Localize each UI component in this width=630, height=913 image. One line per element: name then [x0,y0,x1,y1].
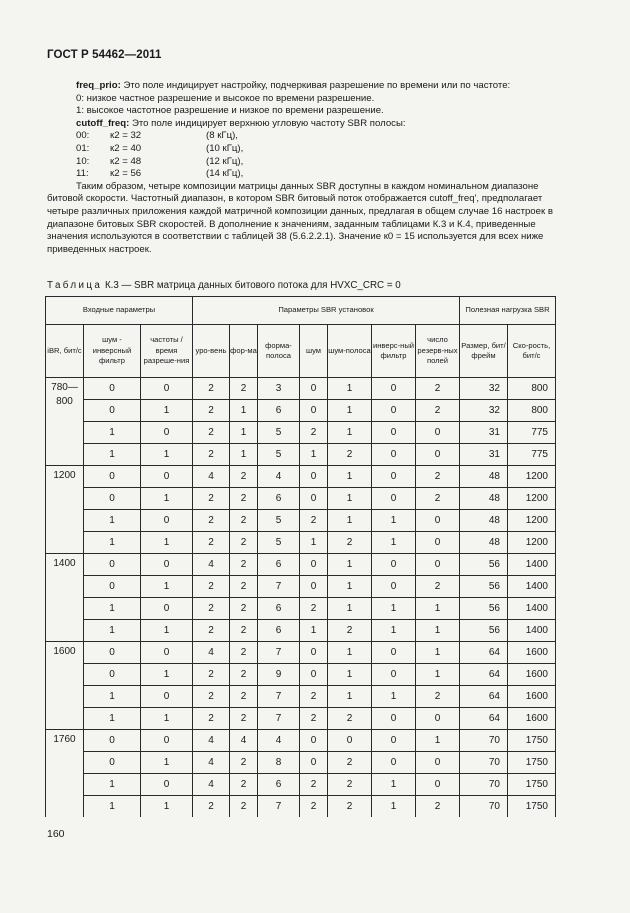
table-cell: 0 [84,664,141,686]
table-cell: 1 [141,488,193,510]
table-cell: 0 [141,642,193,664]
table-cell: 1 [84,774,141,796]
table-cell: 2 [328,774,372,796]
table-cell: 1 [372,532,416,554]
table-cell: 0 [141,510,193,532]
table-cell: 1 [328,400,372,422]
table-row [46,378,556,400]
table-cell: 2 [230,466,258,488]
table-cell: 0 [416,554,460,576]
table-cell: 2 [416,796,460,818]
table-cell: 2 [416,488,460,510]
cutoff-row [47,130,587,143]
table-row [46,444,556,466]
table-caption-prefix: Таблица [47,280,103,291]
table-cell: 1 [416,598,460,620]
cutoff-row [47,143,587,156]
table-cell: 0 [300,752,328,774]
table-cell: 0 [300,378,328,400]
table-cell: 0 [84,466,141,488]
table-cell: 2 [416,576,460,598]
table-cell: 70 [460,730,508,752]
group-header-payload: Полезная нагрузка SBR [460,297,556,325]
table-cell: 0 [372,752,416,774]
table-cell: 0 [84,642,141,664]
table-cell: 1 [141,532,193,554]
table-cell: 1 [416,642,460,664]
table-row [46,510,556,532]
table-cell: 0 [84,730,141,752]
table-cell: 1 [300,620,328,642]
table-cell: 1600 [508,642,556,664]
table-cell: 2 [230,642,258,664]
table-cell: 0 [141,686,193,708]
table-cell: 4 [258,730,300,752]
table-cell: 1 [416,664,460,686]
cutoff-k: к2 = 48 [110,155,142,167]
table-cell: 2 [300,686,328,708]
table-cell: 2 [416,400,460,422]
table-cell: 1 [84,796,141,818]
table-cell: 0 [84,576,141,598]
table-cell: 1 [84,510,141,532]
table-cell: 0 [372,466,416,488]
document-header: ГОСТ Р 54462—2011 [47,49,162,61]
table-cell: 0 [372,576,416,598]
col-header-noise-band: шум-полоса [328,325,372,378]
table-cell: 70 [460,752,508,774]
table-cell: 2 [328,752,372,774]
table-cell: 2 [328,620,372,642]
col-header-rate: Ско-рость, бит/с [508,325,556,378]
table-cell: 6 [258,554,300,576]
table-cell: 2 [416,378,460,400]
table-cell: 0 [416,510,460,532]
table-cell: 7 [258,576,300,598]
col-header-noise: шум [300,325,328,378]
table-cell: 1 [328,686,372,708]
table-row [46,752,556,774]
table-row [46,532,556,554]
table-cell: 0 [300,400,328,422]
table-cell: 1 [372,774,416,796]
paragraph-line: значения используются в соответствии с таблицей 38 (5.6.2.2.1). Значение к0 = 15 используется для всех ниже [47,231,544,243]
body-text [47,80,587,256]
table-cell: 1 [328,422,372,444]
table-cell: 9 [258,664,300,686]
col-header-shape-band: форма-полоса [258,325,300,378]
table-cell: 7 [258,796,300,818]
table-cell: 0 [300,554,328,576]
table-cell: 2 [230,532,258,554]
table-cell: 1 [141,576,193,598]
cutoff-code: 10: [76,155,90,167]
ibr-cell: 1600 [46,642,84,730]
freq-prio-option-0: 0: низкое частное разрешение и высокое по времени разрешение. [76,92,375,104]
table-cell: 64 [460,686,508,708]
table-cell: 32 [460,378,508,400]
table-row [46,576,556,598]
sbr-data-table [45,296,556,817]
table-cell: 1 [328,598,372,620]
table-cell: 1 [300,532,328,554]
table-cell: 1 [84,686,141,708]
freq-prio-label: freq_prio: [76,80,121,91]
table-cell: 6 [258,774,300,796]
ibr-cell: 780—800 [46,378,84,466]
table-row [46,664,556,686]
table-cell: 4 [230,730,258,752]
table-cell: 5 [258,444,300,466]
table-cell: 0 [416,444,460,466]
table-cell: 1 [141,620,193,642]
table-caption [47,280,401,291]
cutoff-freq-label: cutoff_freq: [76,117,130,129]
table-cell: 2 [193,686,230,708]
table-cell: 2 [230,510,258,532]
table-cell: 1 [372,598,416,620]
table-cell: 2 [416,466,460,488]
table-row [46,422,556,444]
table-cell: 1600 [508,686,556,708]
cutoff-freq-value: (10 кГц), [206,142,244,154]
paragraph-line: приведенных настроек. [47,243,152,255]
table-cell: 1 [328,664,372,686]
table-cell: 2 [230,488,258,510]
table-cell: 1200 [508,510,556,532]
table-cell: 2 [193,576,230,598]
group-header-input: Входные параметры [46,297,193,325]
ibr-cell: 1200 [46,466,84,554]
table-cell: 1 [84,422,141,444]
table-cell: 2 [300,774,328,796]
table-cell: 2 [230,708,258,730]
paragraph-line: Таким образом, четыре композиции матрицы данных SBR доступны в каждом номинальном диапазоне [76,180,539,192]
table-cell: 2 [193,510,230,532]
table-row [46,620,556,642]
table-cell: 4 [193,752,230,774]
table-cell: 2 [230,774,258,796]
table-cell: 2 [230,598,258,620]
table-cell: 1 [230,444,258,466]
table-cell: 1400 [508,620,556,642]
table-cell: 5 [258,422,300,444]
table-cell: 1 [141,708,193,730]
table-cell: 0 [141,422,193,444]
table-cell: 1 [328,576,372,598]
cutoff-code: 00: [76,130,90,142]
table-row [46,796,556,818]
table-cell: 0 [84,378,141,400]
table-cell: 0 [300,664,328,686]
table-cell: 1600 [508,708,556,730]
col-header-size: Размер, бит/фрейм [460,325,508,378]
table-cell: 1 [300,444,328,466]
table-cell: 2 [193,532,230,554]
table-cell: 2 [230,554,258,576]
paragraph-line: диапазоне битовых SBR скоростей. В дополнение к значениям, заданным таблицами К.3 и К.4, приведенные [47,218,536,230]
table-cell: 5 [258,510,300,532]
table-cell: 775 [508,422,556,444]
table-cell: 1750 [508,752,556,774]
table-cell: 1400 [508,576,556,598]
table-cell: 0 [372,488,416,510]
col-header-shape: фор-ма [230,325,258,378]
table-cell: 1 [416,620,460,642]
table-cell: 2 [193,796,230,818]
table-cell: 2 [328,708,372,730]
col-header-level: уро-вень [193,325,230,378]
table-cell: 2 [193,422,230,444]
table-cell: 1 [84,708,141,730]
page-number: 160 [47,828,65,840]
table-cell: 0 [416,422,460,444]
ibr-cell: 1760 [46,730,84,818]
table-cell: 4 [258,466,300,488]
table-cell: 2 [300,510,328,532]
table-cell: 0 [372,422,416,444]
table-cell: 1750 [508,774,556,796]
table-cell: 6 [258,598,300,620]
cutoff-freq-value: (8 кГц), [206,130,238,142]
table-cell: 0 [141,598,193,620]
table-cell: 7 [258,642,300,664]
table-cell: 0 [141,378,193,400]
table-cell: 1 [141,664,193,686]
table-cell: 2 [300,422,328,444]
col-header-freq-time-resolution: частоты / время разреше-ния [141,325,193,378]
cutoff-freq-paragraph [47,118,587,131]
table-row [46,466,556,488]
paragraph-line: битовой скорости. Частотный диапазон, в котором SBR битовый поток отображается cutoff_freq', предполагает [47,193,543,205]
table-cell: 2 [230,620,258,642]
table-cell: 0 [300,642,328,664]
table-cell: 1 [328,554,372,576]
group-header-sbr-settings: Параметры SBR установок [193,297,460,325]
table-cell: 1 [372,510,416,532]
table-cell: 64 [460,642,508,664]
table-cell: 0 [84,400,141,422]
table-cell: 2 [230,378,258,400]
table-cell: 56 [460,598,508,620]
table-cell: 1 [230,422,258,444]
table-cell: 64 [460,664,508,686]
table-cell: 0 [141,730,193,752]
table-cell: 2 [300,598,328,620]
table-cell: 70 [460,796,508,818]
table-cell: 48 [460,510,508,532]
table-cell: 2 [193,488,230,510]
table-cell: 0 [84,752,141,774]
table-cell: 0 [372,554,416,576]
table-caption-text: К.3 — SBR матрица данных битового потока для HVXC_CRC = 0 [102,280,401,291]
table-cell: 3 [258,378,300,400]
table-row [46,400,556,422]
cutoff-code: 11: [76,168,89,180]
table-row [46,708,556,730]
table-row [46,774,556,796]
cutoff-row [47,168,587,181]
ibr-cell: 1400 [46,554,84,642]
table-cell: 48 [460,488,508,510]
col-header-noise-inverse-filter: шум - инверсный фильтр [84,325,141,378]
cutoff-k: к2 = 40 [110,142,142,154]
table-cell: 70 [460,774,508,796]
table-cell: 8 [258,752,300,774]
col-header-reserved-fields: число резерв-ных полей [416,325,460,378]
table-cell: 1 [372,686,416,708]
table-cell: 800 [508,378,556,400]
table-cell: 0 [141,466,193,488]
table-cell: 31 [460,422,508,444]
table-cell: 0 [300,466,328,488]
table-cell: 7 [258,686,300,708]
table-cell: 0 [372,708,416,730]
table-cell: 2 [328,796,372,818]
table-cell: 0 [328,730,372,752]
paragraph-line: четыре различных приложения каждой матричной композиции данных, предлагая в общем случае 16 настроек в [47,205,553,217]
table-cell: 1750 [508,730,556,752]
table-cell: 2 [193,598,230,620]
cutoff-freq-value: (14 кГц), [206,168,244,180]
table-cell: 32 [460,400,508,422]
table-row [46,642,556,664]
freq-prio-option-1: 1: высокое частотное разрешение и низкое по времени разрешение. [76,105,384,117]
table-cell: 2 [193,620,230,642]
table-cell: 1 [141,752,193,774]
table-cell: 2 [193,378,230,400]
table-cell: 4 [193,466,230,488]
table-cell: 0 [416,774,460,796]
table-cell: 2 [230,796,258,818]
table-cell: 1 [141,444,193,466]
cutoff-code: 01: [76,142,90,154]
table-cell: 0 [372,664,416,686]
table-cell: 0 [300,488,328,510]
table-cell: 0 [416,532,460,554]
table-cell: 1 [84,532,141,554]
table-cell: 1200 [508,488,556,510]
table-cell: 56 [460,620,508,642]
table-cell: 7 [258,708,300,730]
cutoff-freq-value: (12 кГц), [206,155,244,167]
table-cell: 1 [141,796,193,818]
table-cell: 0 [300,730,328,752]
table-cell: 0 [141,554,193,576]
table-cell: 2 [193,400,230,422]
table-cell: 2 [300,796,328,818]
table-cell: 2 [230,752,258,774]
col-header-inverse-filter: инверс-ный фильтр [372,325,416,378]
table-cell: 6 [258,488,300,510]
table-cell: 56 [460,554,508,576]
table-cell: 1 [328,488,372,510]
table-cell: 31 [460,444,508,466]
table-cell: 2 [328,444,372,466]
table-cell: 1 [84,444,141,466]
table-cell: 1 [84,598,141,620]
table-cell: 1 [416,730,460,752]
table-cell: 0 [300,576,328,598]
table-row [46,730,556,752]
table-cell: 5 [258,532,300,554]
table-cell: 4 [193,642,230,664]
table-cell: 6 [258,400,300,422]
table-cell: 1600 [508,664,556,686]
cutoff-row [47,156,587,169]
table-cell: 0 [372,730,416,752]
table-cell: 1 [328,378,372,400]
table-row [46,598,556,620]
table-cell: 1 [372,620,416,642]
cutoff-freq-text: Это поле индицирует верхнюю угловую частоту SBR полосы: [129,117,406,129]
table-cell: 0 [372,642,416,664]
table-cell: 4 [193,774,230,796]
table-cell: 1 [328,466,372,488]
table-row [46,554,556,576]
table-cell: 1 [141,400,193,422]
table-cell: 0 [416,708,460,730]
table-cell: 2 [193,444,230,466]
table-cell: 0 [84,488,141,510]
cutoff-k: к2 = 32 [110,130,142,142]
table-cell: 775 [508,444,556,466]
table-cell: 0 [416,752,460,774]
table-cell: 64 [460,708,508,730]
table-cell: 2 [193,664,230,686]
table-row [46,488,556,510]
table-cell: 1200 [508,532,556,554]
freq-prio-paragraph [47,80,587,93]
table-cell: 1200 [508,466,556,488]
table-cell: 4 [193,554,230,576]
table-cell: 0 [372,444,416,466]
cutoff-k: к2 = 56 [110,168,142,180]
table-cell: 1 [328,642,372,664]
table-cell: 48 [460,466,508,488]
table-cell: 0 [372,400,416,422]
table-cell: 4 [193,730,230,752]
table-cell: 1400 [508,554,556,576]
table-cell: 1750 [508,796,556,818]
table-cell: 2 [230,576,258,598]
table-cell: 2 [416,686,460,708]
table-cell: 48 [460,532,508,554]
table-cell: 2 [230,686,258,708]
table-cell: 2 [300,708,328,730]
freq-prio-text: Это поле индицирует настройку, подчеркивая разрешение по времени или по частоте: [120,80,511,91]
table-cell: 800 [508,400,556,422]
table-cell: 2 [230,664,258,686]
table-row [46,686,556,708]
table-cell: 1 [328,510,372,532]
table-cell: 6 [258,620,300,642]
table-cell: 0 [372,378,416,400]
col-header-ibr: iBR, бит/с [46,325,84,378]
table-cell: 0 [141,774,193,796]
table-cell: 0 [84,554,141,576]
table-cell: 1400 [508,598,556,620]
table-cell: 1 [84,620,141,642]
table-cell: 1 [230,400,258,422]
table-cell: 1 [372,796,416,818]
table-cell: 2 [328,532,372,554]
table-cell: 2 [193,708,230,730]
table-cell: 56 [460,576,508,598]
